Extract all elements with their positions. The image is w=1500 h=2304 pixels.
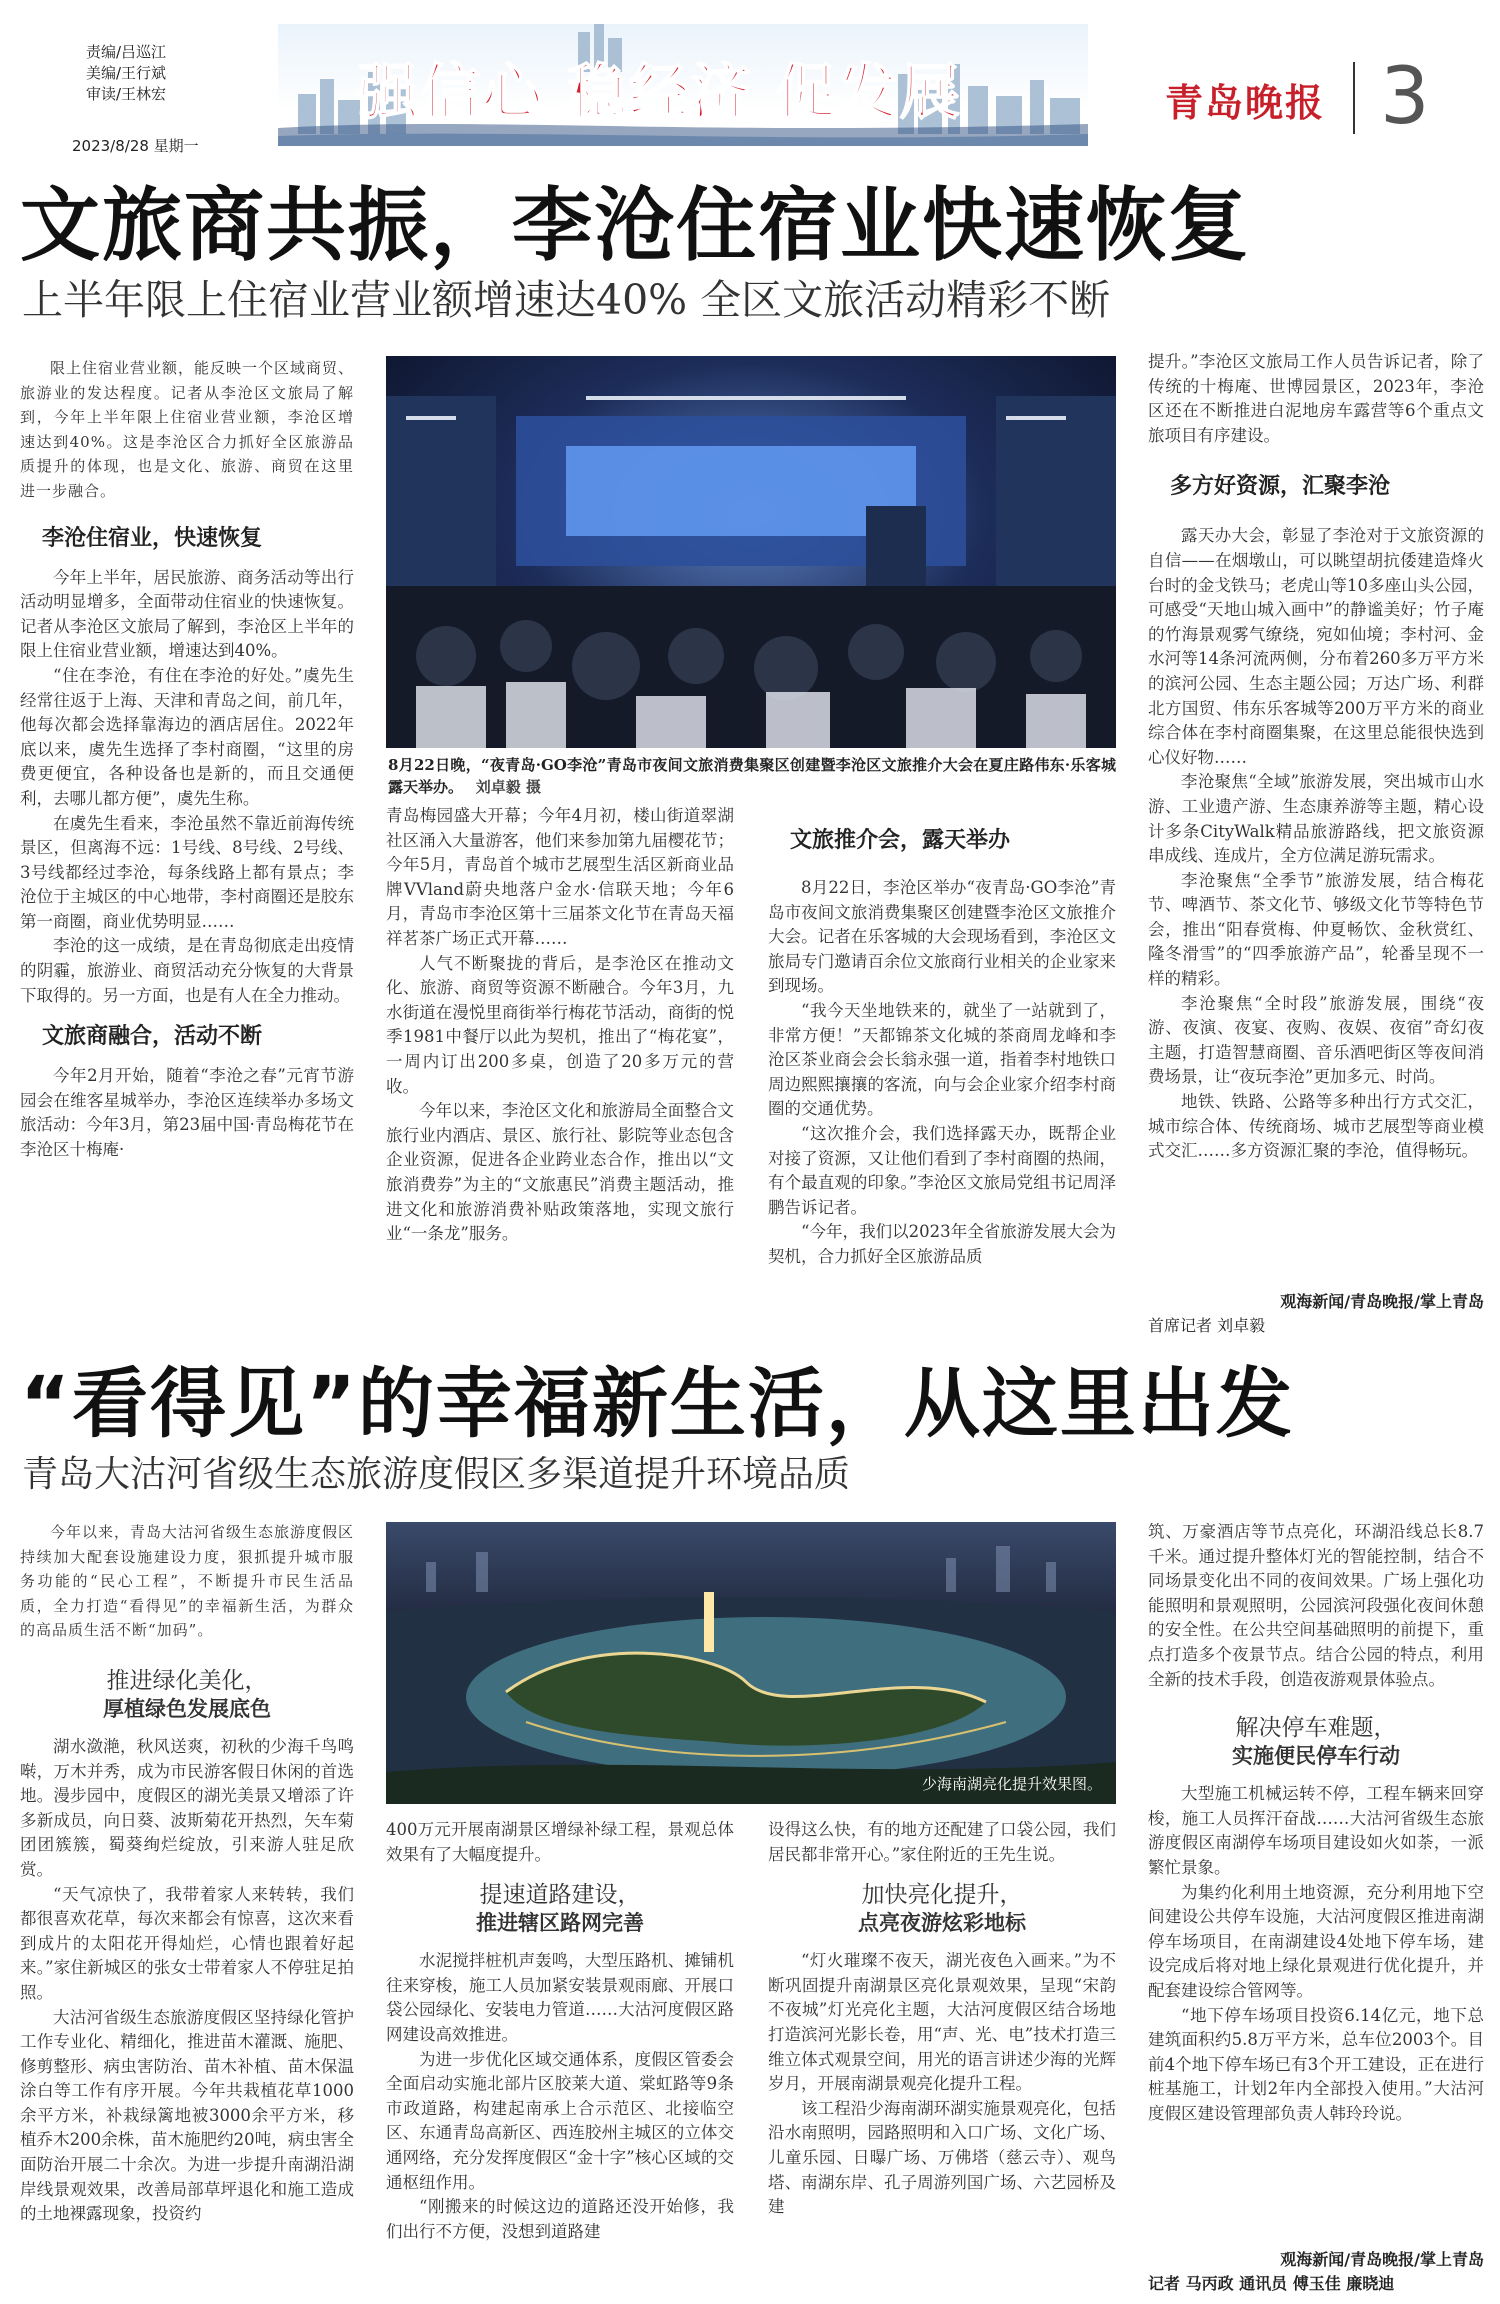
- paragraph: 今年2月开始，随着“李沧之春”元宵节游园会在维客星城举办，李沧区连续举办多场文旅活动：今年3月，第23届中国·青岛梅花节在李沧区十梅庵·: [20, 1066, 354, 1160]
- subhead-line2: 厚植绿色发展底色: [103, 1696, 271, 1721]
- paragraph: 400万元开展南湖景区增绿补绿工程，景观总体效果有了大幅度提升。: [386, 1820, 734, 1864]
- byline-outlet: 观海新闻/青岛晚报/掌上青岛: [1280, 2250, 1484, 2269]
- subhead-line2: 推进辖区路网完善: [476, 1911, 644, 1936]
- paragraph: 限上住宿业营业额，能反映一个区域商贸、旅游业的发达程度。记者从李沧区文旅局了解到，今年上半年限上住宿业营业额，李沧区增速达到40%。这是李沧区合力抓好全区旅游品质提升的体现，也是文化、旅游、商贸在这里进一步融合。: [20, 359, 354, 500]
- subhead-integration: 文旅商融合，活动不断: [42, 1024, 263, 1050]
- paragraph: 李沧的这一成绩，是在青岛彻底走出疫情的阴霾，旅游业、商贸活动充分恢复的大背景下取得的。另一方面，也是有人在全力推动。: [20, 936, 354, 1005]
- paragraph: 提升。”李沧区文旅局工作人员告诉记者，除了传统的十梅庵、世博园景区，2023年，李沧区还在不断推进白泥地房车露营等6个重点文旅项目有序建设。: [1148, 352, 1484, 445]
- paragraph: 水泥搅拌桩机声轰鸣，大型压路机、摊铺机往来穿梭，施工人员加紧安装景观雨廊、开展口袋公园绿化、安装电力管道……大沽河度假区路网建设高效推进。: [386, 1951, 734, 2044]
- vertical-rule: [1353, 62, 1355, 134]
- paragraph: “住在李沧，有住在李沧的好处。”虞先生经常往返于上海、天津和青岛之间，前几年，他每次都会选择靠海边的酒店居住。2022年底以来，虞先生选择了李村商圈，“这里的房费更便宜，各种设备也是新的，而且交通便利，去哪儿都方便”，虞先生称。: [20, 665, 354, 808]
- designer-credit: 美编/王行斌: [86, 64, 167, 82]
- newspaper-name: 青岛晚报: [1165, 80, 1326, 125]
- article2-col2: [386, 1818, 734, 2304]
- byline-outlet: 观海新闻/青岛晚报/掌上青岛: [1280, 1292, 1484, 1311]
- paragraph: 地铁、铁路、公路等多种出行方式交汇，城市综合体、传统商场、城市艺展型等商业模式交汇……多方资源汇聚的李沧，值得畅玩。: [1148, 1092, 1484, 1161]
- issue-date: 2023/8/28 星期一: [72, 137, 199, 155]
- caption-date: 8月22日晚，: [388, 756, 481, 774]
- article2-col1: [20, 1520, 354, 2304]
- paragraph: 为集约化利用土地资源，充分利用地下空间建设公共停车设施，大沽河度假区推进南湖停车场项目，在南湖建设4处地下停车场，建设完成后将对地上绿化景观进行优化提升，并配套建设综合管网等。: [1148, 1882, 1484, 2000]
- article2-headline: “看得见”的幸福新生活，从这里出发: [20, 1359, 1294, 1448]
- subhead-accommodation: 李沧住宿业，快速恢复: [42, 525, 263, 551]
- article1-col3: [768, 816, 1116, 1340]
- caption-text: “夜青岛·GO李沧”青岛市夜间文旅消费集聚区创建暨李沧区文旅推介大会在夏庄路伟东·乐客城露天举办。: [388, 756, 1116, 796]
- subhead-lighting: [768, 1881, 1116, 1937]
- editor-credit: 责编/吕巡江: [86, 43, 167, 61]
- paragraph: 大沽河省级生态旅游度假区坚持绿化管护工作专业化、精细化，推进苗木灌溉、施肥、修剪整形、病虫害防治、苗木补植、苗木保温涂白等工作有序开展。今年共栽植花草1000余平方米，补栽绿篱地被3000余平方米，移植乔木200余株，苗木施肥约20吨，病虫害全面防治开展二十余次。为进一步提升南湖沿湖岸线景观效果，改善局部草坪退化和施工造成的土地裸露现象，投资约: [20, 2007, 354, 2224]
- paragraph: 在虞先生看来，李沧虽然不靠近前海传统景区，但离海不远：1号线、8号线、2号线、3号线都经过李沧，每条线路上都有景点；李沧位于主城区的中心地带，李村商圈还是胶东第一商圈，商业优势明显……: [20, 813, 354, 931]
- paragraph: 李沧聚焦“全季节”旅游发展，结合梅花节、啤酒节、茶文化节、够级文化节等特色节会，推出“阳春赏梅、仲夏畅饮、金秋赏红、隆冬滑雪”的“四季旅游产品”，轮番呈现不一样的精彩。: [1148, 870, 1484, 989]
- article2-photo: [386, 1522, 1116, 1804]
- paragraph: 为进一步优化区域交通体系，度假区管委会全面启动实施北部片区胶莱大道、棠虹路等9条市政道路，构建起南承上合示范区、北接临空区、东通青岛高新区、西连胶州主城区的立体交通网络，充分发挥度假区“金十字”核心区域的交通枢纽作用。: [386, 2049, 734, 2192]
- article1-deck: 上半年限上住宿业营业额增速达40% 全区文旅活动精彩不断: [22, 276, 1111, 324]
- paragraph: “今年，我们以2023年全省旅游发展大会为契机，合力抓好全区旅游品质: [768, 1222, 1116, 1266]
- paragraph: 设得这么快，有的地方还配建了口袋公园，我们居民都非常开心。”家住附近的王先生说。: [768, 1820, 1116, 1864]
- subhead-line2: 点亮夜游炫彩地标: [858, 1911, 1026, 1936]
- subhead-line1: 加快亮化提升，: [861, 1882, 1023, 1909]
- staff-credits: [86, 42, 166, 105]
- paragraph: 李沧聚焦“全域”旅游发展，突出城市山水游、工业遗产游、生态康养游等主题，精心设计多条CityWalk精品旅游路线，把文旅资源串成线、连成片，全方位满足游玩需求。: [1148, 772, 1484, 866]
- subhead-roads: [386, 1881, 734, 1937]
- masthead: [0, 0, 1500, 168]
- paragraph: “这次推介会，我们选择露天办，既帮企业对接了资源，又让他们看到了李村商圈的热闹，有个最直观的印象。”李沧区文旅局党组书记周泽鹏告诉记者。: [768, 1123, 1116, 1217]
- paragraph: 青岛梅园盛大开幕；今年4月初，楼山街道翠湖社区涌入大量游客，他们来参加第九届樱花节；今年5月，青岛首个城市艺展型生活区新商业品牌VVland蔚央地落户金水·信联天地；今年6月，青岛市李沧区第十三届茶文化节在青岛天福祥茗茶广场正式开幕……: [386, 806, 734, 948]
- paragraph: 今年上半年，居民旅游、商务活动等出行活动明显增多，全面带动住宿业的快速恢复。记者从李沧区文旅局了解到，李沧区上半年的限上住宿业营业额，增速达到40%。: [20, 567, 354, 661]
- article1-headline: 文旅商共振，李沧住宿业快速恢复: [20, 179, 1250, 272]
- paragraph: “天气凉快了，我带着家人来转转，我们都很喜欢花草，每次来都会有惊喜，这次来看到成片的太阳花开得灿烂，心情也跟着好起来。”家住新城区的张女士带着家人不停驻足拍照。: [20, 1884, 354, 2002]
- article1-col4: [1148, 350, 1484, 1294]
- article2-col4: [1148, 1520, 1484, 2244]
- article1-col2: [386, 804, 734, 1340]
- paragraph: 今年以来，李沧区文化和旅游局全面整合文旅行业内酒店、景区、旅行社、影院等业态包含企业资源，促进各企业跨业态合作，推出以“文旅消费券”为主的“文旅惠民”消费主题活动，推进文化和旅游消费补贴政策落地，实现文旅行业“一条龙”服务。: [386, 1101, 734, 1244]
- subhead-parking: [1148, 1714, 1484, 1770]
- article1-photo-caption: [388, 754, 1116, 798]
- page-number: 3: [1380, 52, 1430, 142]
- article1-byline: [1148, 1290, 1484, 1338]
- article2-deck: 青岛大沽河省级生态旅游度假区多渠道提升环境品质: [22, 1454, 851, 1495]
- lake-illustration: [386, 1522, 1116, 1804]
- paragraph: “刚搬来的时候这边的道路还没开始修，我们出行不方便，没想到道路建: [386, 2197, 734, 2241]
- subhead-line1: 解决停车难题，: [1235, 1715, 1397, 1742]
- subhead-greening: [20, 1667, 354, 1723]
- paragraph: 大型施工机械运转不停，工程车辆来回穿梭，施工人员挥汗奋战……大沽河省级生态旅游度假区南湖停车场项目建设如火如荼，一派繁忙景象。: [1148, 1784, 1484, 1877]
- paragraph: 8月22日，李沧区举办“夜青岛·GO李沧”青岛市夜间文旅消费集聚区创建暨李沧区文旅推介大会。记者在乐客城的大会现场看到，李沧区文旅局专门邀请百余位文旅商行业相关的企业家来到现场。: [768, 878, 1116, 996]
- paragraph: 湖水潋滟，秋风送爽，初秋的少海千鸟鸣啭，万木并秀，成为市民游客假日休闲的首选地。漫步园中，度假区的湖光美景又增添了许多新成员，向日葵、波斯菊花开热烈，矢车菊团团簇簇，蜀葵绚烂绽放，引来游人驻足欣赏。: [20, 1736, 354, 1879]
- photo-credit: 刘卓毅 摄: [475, 778, 542, 796]
- paragraph: 李沧聚焦“全时段”旅游发展，围绕“夜游、夜演、夜宴、夜购、夜娱、夜宿”奇幻夜主题，打造智慧商圈、音乐酒吧街区等夜间消费场景，让“夜玩李沧”更加多元、时尚。: [1148, 993, 1484, 1087]
- paragraph: 筑、万豪酒店等节点亮化，环湖沿线总长8.7千米。通过提升整体灯光的智能控制，结合不同场景变化出不同的夜间效果。广场上强化功能照明和景观照明，公园滨河段强化夜间休憩的安全性。在公共空间基础照明的前提下，重点打造多个夜景节点。结合公园的特点，利用全新的技术手段，创造夜游观景体验点。: [1148, 1522, 1484, 1689]
- article1-photo: [386, 356, 1116, 748]
- subhead-resources: 多方好资源，汇聚李沧: [1170, 474, 1391, 500]
- paragraph: 该工程沿少海南湖环湖实施景观亮化，包括沿水南照明，园路照明和入口广场、文化广场、儿童乐园、日曝广场、万佛塔（慈云寺）、观鸟塔、南湖东岸、孔子周游列国广场、六艺园桥及建: [768, 2098, 1116, 2217]
- subhead-line1: 推进绿化美化，: [106, 1667, 268, 1694]
- subhead-line2: 实施便民停车行动: [1232, 1744, 1400, 1769]
- stage-illustration: [386, 356, 1116, 748]
- banner: [278, 24, 1088, 146]
- article1-col1: [20, 356, 354, 1340]
- paragraph: “灯火璀璨不夜天，湖光夜色入画来。”为不断巩固提升南湖景区亮化景观效果，呈现“宋韵不夜城”灯光亮化主题，大沽河度假区结合场地打造滨河光影长卷，用“声、光、电”技术打造三维立体式观景空间，用光的语言讲述少海的光辉岁月，开展南湖景观亮化提升工程。: [768, 1951, 1116, 2094]
- paragraph: “我今天坐地铁来的，就坐了一站就到了，非常方便！”天都锦茶文化城的茶商周龙峰和李沧区茶业商会会长翁永强一道，指着李村地铁口周边熙熙攘攘的客流，向与会企业家介绍李村商圈的交通优势。: [768, 1000, 1116, 1119]
- subhead-promotion: 文旅推介会，露天举办: [790, 828, 1011, 853]
- subhead-line1: 提速道路建设，: [479, 1882, 641, 1909]
- paragraph: 人气不断聚拢的背后，是李沧区在推动文化、旅游、商贸等资源不断融合。今年3月，九水街道在漫悦里商街举行梅花节活动，商街的悦季1981中餐厅以此为契机，推出了“梅花宴”，一周内订出200多桌，创造了20多万元的营收。: [386, 953, 734, 1096]
- article2-byline: [1148, 2248, 1484, 2296]
- photo-overlay-caption: 少海南湖亮化提升效果图。: [921, 1775, 1102, 1793]
- paragraph: 今年以来，青岛大沽河省级生态旅游度假区持续加大配套设施建设力度，狠抓提升城市服务功能的“民心工程”，不断提升市民生活品质，全力打造“看得见”的幸福新生活，为群众的高品质生活不断“加码”。: [20, 1523, 354, 1640]
- byline-reporters: 记者 马丙政 通讯员 傅玉佳 廉晓迪: [1148, 2274, 1395, 2293]
- article2-col3: [768, 1818, 1116, 2304]
- byline-reporter: 首席记者 刘卓毅: [1148, 1316, 1266, 1335]
- banner-slogan: 强信心 稳经济 促发展: [358, 58, 962, 128]
- paragraph: 露天办大会，彰显了李沧对于文旅资源的自信——在烟墩山，可以眺望胡抗倭建造烽火台时的金戈铁马；老虎山等10多座山头公园，可感受“天地山城入画中”的静谧美好；竹子庵的竹海景观雾气缭绕，宛如仙境；李村河、金水河等14条河流两侧，分布着260多万平方米的滨河公园、生态主题公园；万达广场、利群北方国贸、伟东乐客城等200万平方米的商业综合体在李村商圈集聚，在这里总能很快选到心仪好物……: [1148, 526, 1484, 767]
- paragraph: “地下停车场项目投资6.14亿元，地下总建筑面积约5.8万平方米，总车位2003个。目前4个地下停车场已有3个开工建设，正在进行桩基施工，计划2年内全部投入使用。”大沽河度假区建设管理部负责人韩玲玲说。: [1148, 2005, 1484, 2123]
- proofreader-credit: 审读/王林宏: [86, 85, 167, 103]
